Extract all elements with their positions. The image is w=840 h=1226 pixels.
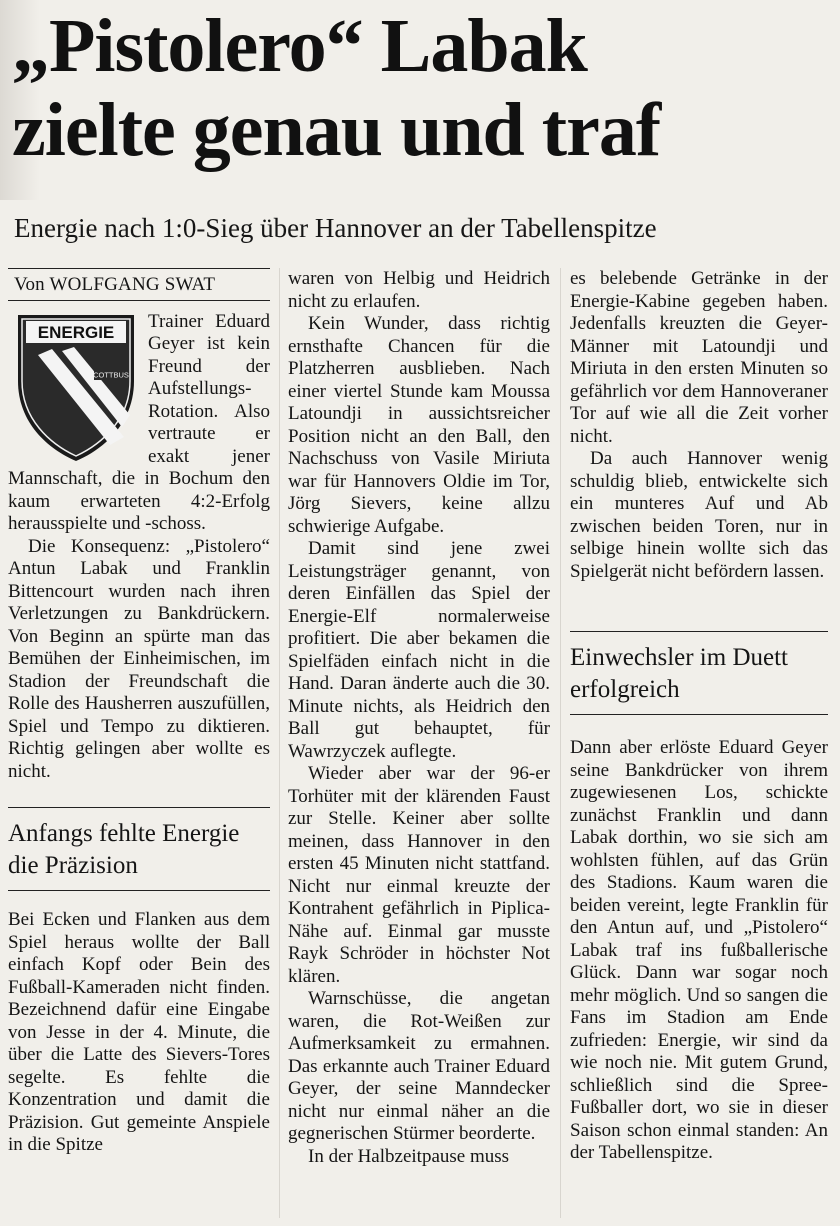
column-rule-2 [560, 268, 561, 1218]
col3-paragraph-1: es belebende Getränke in der Energie-Kabine gegeben haben. Jedenfalls kreuzten die Geyer-Männer mit Latoundji und Miriuta in den ersten Minuten so gefährlich vor dem Hannoveraner Tor auf wie all die Zeit vorher nicht. [570, 268, 828, 447]
column-rule-1 [279, 268, 280, 1218]
col1-paragraph-1: Trainer Eduard Geyer ist kein Freund der Aufstellungs-Rotation. Also vertraute er exakt jener Mannschaft, die in Bochum den kaum erwarteten 4:2-Erfolg herausspielte und -schoss. [8, 310, 270, 534]
col2-paragraph-4: Wieder aber war der 96-er Torhüter mit der klärenden Faust zur Stelle. Keiner aber sollte meinen, dass Hannover in den ersten 45 Minuten nicht stattfand. Nicht nur einmal kreuzte der Kontrahent gefährlich in Piplica-Nähe auf. Einmal gar musste Rayk Schröder in höchster Not klären. [288, 763, 550, 987]
subheading-anfangs: Anfangs fehlte Energie die Präzision [8, 807, 270, 891]
headline-line-1: „Pistolero“ Labak [12, 4, 587, 88]
col1-paragraph-2: Die Konsequenz: „Pistolero“ Antun Labak und Franklin Bittencourt wurden nach ihren Verletzungen zu Bankdrückern. Von Beginn an spürte man das Bemühen der Einheimischen, im Stadion der Freundschaft die Rolle des Hausherren auszufüllen, Spiel und Tempo zu diktieren. Richtig gelingen aber wollte es nicht. [8, 535, 270, 782]
column-3 [570, 268, 828, 1165]
col2-paragraph-5: Warnschüsse, die angetan waren, die Rot-Weißen zur Aufmerksamkeit zu ermahnen. Das erkannte auch Trainer Eduard Geyer, der seine Manndecker nicht nur einmal näher an die gegnerischen Stürmer beorderte. [288, 988, 550, 1144]
byline: Von WOLFGANG SWAT [8, 268, 270, 301]
column-2 [288, 268, 550, 1168]
col3-paragraph-2: Da auch Hannover wenig schuldig blieb, entwickelte sich ein munteres Auf und Ab zwischen beiden Toren, nur in selbige hinein wollte sich das Spielgerät nicht befördern lassen. [570, 448, 828, 582]
col1-paragraph-3: Bei Ecken und Flanken aus dem Spiel heraus wollte der Ball einfach Kopf oder Bein des Fußball-Kameraden nicht finden. Bezeichnend dafür eine Eingabe von Jesse in der 4. Minute, die über die Latte des Sievers-Tores segelte. Es fehlte die Konzentration und damit die Präzision. Gut gemeinte Anspiele in die Spitze [8, 909, 270, 1155]
col2-paragraph-3: Damit sind jene zwei Leistungsträger genannt, von deren Einfällen das Spiel der Energie-Elf normalerweise profitiert. Die aber bekamen die Spielfäden einfach nicht in die Hand. Daran änderte auch die 30. Minute nichts, als Heidrich den Ball gut behauptet, für Wawrzyczek auflegte. [288, 538, 550, 762]
energie-cottbus-logo [12, 311, 140, 463]
subheading-einwechsler: Einwechsler im Duett erfolgreich [570, 631, 828, 715]
headline-line-2: zielte genau und traf [12, 88, 661, 172]
subheadline: Energie nach 1:0-Sieg über Hannover an der Tabellenspitze [14, 213, 657, 243]
club-crest-icon [12, 311, 140, 463]
col2-paragraph-1: waren von Helbig und Heidrich nicht zu erlaufen. [288, 268, 550, 312]
logo-city-text: COTTBUS [93, 370, 129, 379]
logo-text: ENERGIE [37, 322, 115, 342]
headline [12, 4, 838, 172]
col3-paragraph-3: Dann aber erlöste Eduard Geyer seine Bankdrücker von ihrem zugewiesenen Los, schickte zunächst Franklin und dann Labak dorthin, wo sie sich am wohlsten fühlen, auf das Grün des Stadions. Kaum waren die beiden vereint, legte Franklin für den Antun auf, und „Pistolero“ Labak traf ins fußballerische Glück. Dann war sogar noch mehr möglich. Und so sangen die Fans im Stadion am Ende zufrieden: Energie, wir sind da wie noch nie. Mit gutem Grund, schließlich sind die Spree-Fußballer dort, wo sie in dieser Saison schon einmal standen: An der Tabellenspitze. [570, 737, 828, 1163]
col2-paragraph-2: Kein Wunder, dass richtig ernsthafte Chancen für die Platzherren ausblieben. Nach einer viertel Stunde kam Moussa Latoundji in aussichtsreicher Position nicht an den Ball, den Nachschuss von Vasile Miriuta war für Hannovers Oldie im Tor, Jörg Sievers, keine allzu schwierige Aufgabe. [288, 313, 550, 537]
column-1 [8, 268, 270, 1157]
col2-paragraph-6: In der Halbzeitpause muss [308, 1145, 510, 1167]
